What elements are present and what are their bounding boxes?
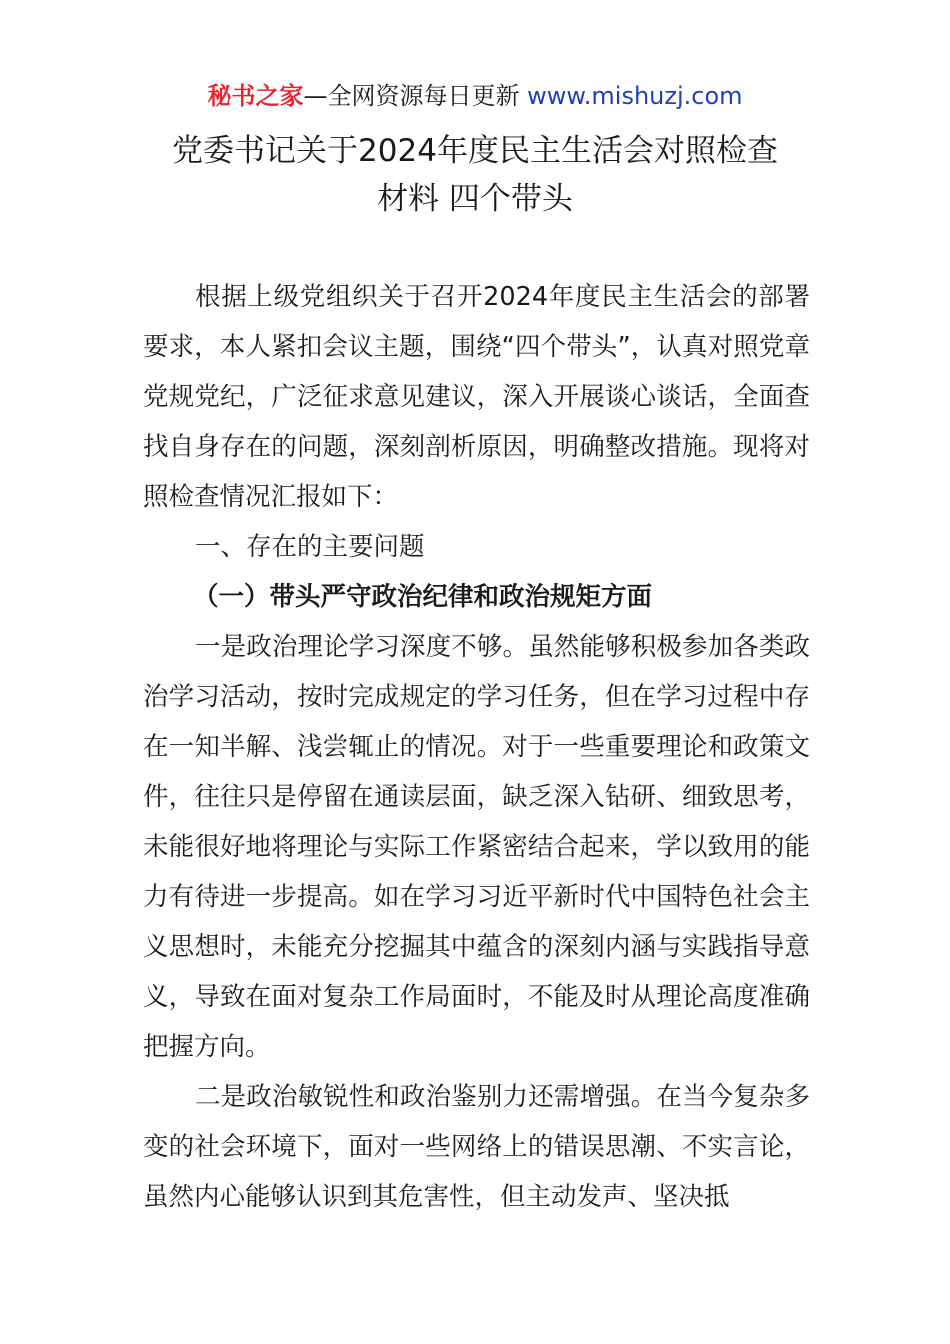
site-header (0, 80, 950, 112)
site-url-link[interactable]: www.mishuzj.com (527, 82, 743, 110)
site-tagline: —全网资源每日更新 (303, 82, 528, 110)
site-brand: 秘书之家 (207, 82, 304, 110)
title-line-2: 材料 四个带头 (377, 181, 573, 217)
point-two-paragraph: 二是政治敏锐性和政治鉴别力还需增强。在当今复杂多变的社会环境下，面对一些网络上的错误思潮、不实言论，虽然内心能够认识到其危害性，但主动发声、坚决抵 (143, 1082, 810, 1212)
point-one-paragraph: 一是政治理论学习深度不够。虽然能够积极参加各类政治学习活动，按时完成规定的学习任务，但在学习过程中存在一知半解、浅尝辄止的情况。对于一些重要理论和政策文件，往往只是停留在通读层面，缺乏深入钻研、细致思考，未能很好地将理论与实际工作紧密结合起来，学以致用的能力有待进一步提高。如在学习习近平新时代中国特色社会主义思想时，未能充分挖掘其中蕴含的深刻内涵与实践指导意义，导致在面对复杂工作局面时，不能及时从理论高度准确把握方向。 (143, 632, 810, 1062)
section-heading: 一、存在的主要问题 (195, 532, 425, 562)
document-body (143, 272, 810, 1222)
title-line-1: 党委书记关于2024年度民主生活会对照检查 (172, 133, 778, 169)
subsection-heading: （一）带头严守政治纪律和政治规矩方面 (193, 582, 653, 612)
intro-paragraph: 根据上级党组织关于召开2024年度民主生活会的部署要求，本人紧扣会议主题，围绕“四个带头”，认真对照党章党规党纪，广泛征求意见建议，深入开展谈心谈话，全面查找自身存在的问题，深刻剖析原因，明确整改措施。现将对照检查情况汇报如下： (143, 282, 810, 512)
document-title (0, 127, 950, 223)
